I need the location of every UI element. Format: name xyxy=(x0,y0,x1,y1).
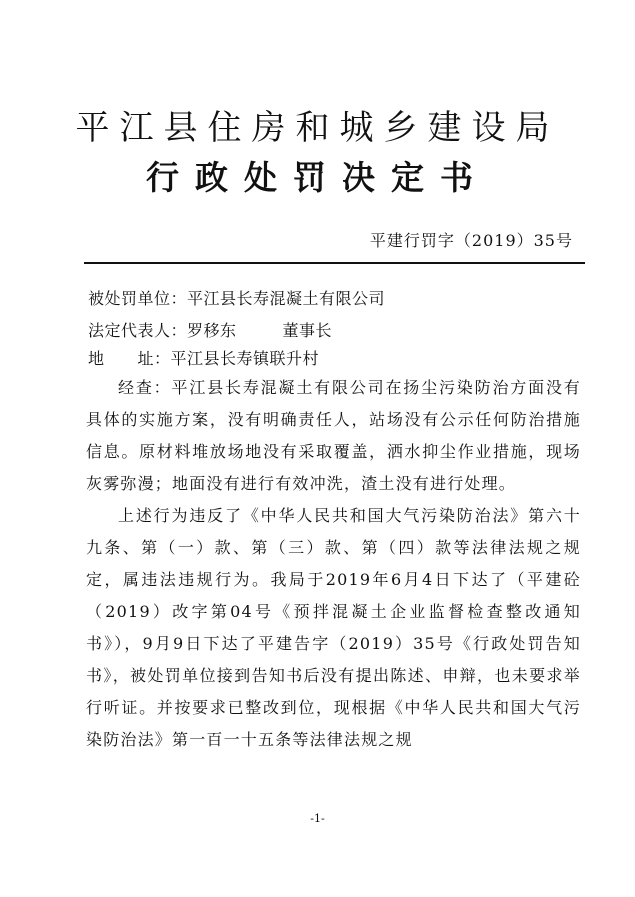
penalized-unit-line xyxy=(88,286,385,309)
issuing-agency: 平江县住房和城乡建设局 xyxy=(75,108,560,148)
document-number: 平建行罚字（2019）35号 xyxy=(369,231,573,250)
address-line xyxy=(88,346,319,369)
legal-representative-line xyxy=(88,318,332,341)
header-divider xyxy=(84,262,585,264)
address-label: 地 址： xyxy=(88,349,171,368)
penalized-unit-value: 平江县长寿混凝土有限公司 xyxy=(187,289,386,308)
legal-representative-label: 法定代表人： xyxy=(88,321,188,340)
document-body xyxy=(86,372,581,756)
penalized-unit-label: 被处罚单位： xyxy=(88,289,188,308)
page-number: -1- xyxy=(310,812,325,825)
legal-representative-name: 罗移东 xyxy=(187,321,237,340)
findings-paragraph: 经查：平江县长寿混凝土有限公司在扬尘污染防治方面没有具体的实施方案，没有明确责任人，站场没有公示任何防治措施信息。原材料堆放场地没有采取覆盖，洒水抑尘作业措施，现场灰雾弥漫；地面没有进行有效冲洗，渣土没有进行处理。 xyxy=(86,378,581,493)
legal-representative-title: 董事长 xyxy=(282,321,333,340)
address-value: 平江县长寿镇联升村 xyxy=(170,349,320,368)
decision-paragraph: 上述行为违反了《中华人民共和国大气污染防治法》第六十九条、第（一）款、第（三）款、第（四）款等法律法规之规定，属违法违规行为。我局于2019年6月4日下达了（平建砼（2019）改字第04号《预拌混凝土企业监督检查整改通知书》），9月9日下达了平建告字（2019）35号《行政处罚告知书》，被处罚单位接到告知书后没有提出陈述、申辩，也未要求举行听证。并按要求已整改到位，现根据《中华人民共和国大气污染防治法》第一百一十五条等法律法规之规 xyxy=(86,506,581,749)
document-title: 行政处罚决定书 xyxy=(146,158,489,197)
